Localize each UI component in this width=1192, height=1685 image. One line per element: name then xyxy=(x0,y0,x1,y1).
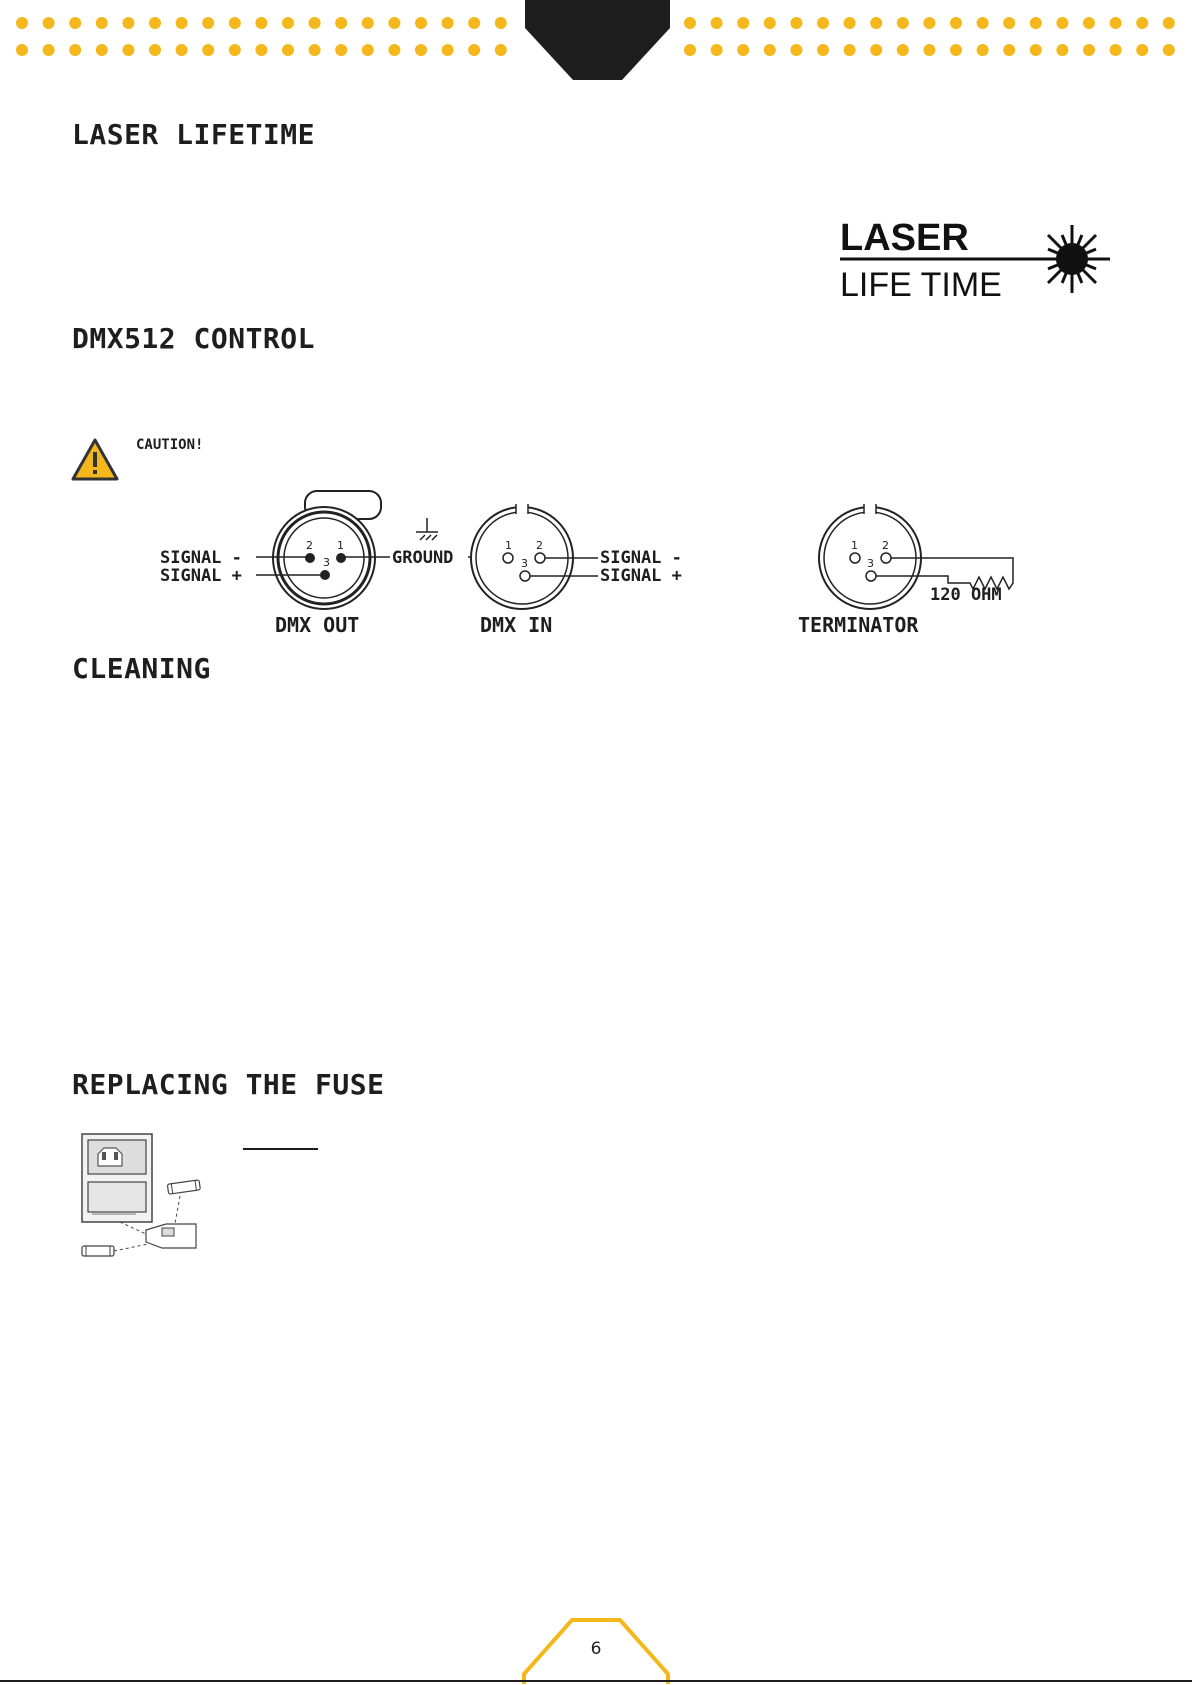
decor-dot xyxy=(255,44,267,56)
decor-dot xyxy=(764,17,776,29)
warning-icon xyxy=(70,437,120,483)
decor-dot xyxy=(43,44,55,56)
burst-ray xyxy=(1081,235,1097,251)
svg-text:1: 1 xyxy=(505,539,512,552)
in-signal-minus-label: SIGNAL - xyxy=(600,548,682,568)
decor-dot xyxy=(415,17,427,29)
decor-dot xyxy=(923,44,935,56)
decor-dot xyxy=(149,44,161,56)
dmx-wiring-diagram xyxy=(150,486,1030,636)
decor-dot xyxy=(1030,17,1042,29)
svg-text:2: 2 xyxy=(882,539,889,552)
decor-dot xyxy=(1003,44,1015,56)
section-title-replacing-the-fuse: REPLACING THE FUSE xyxy=(72,1068,385,1101)
decor-dot xyxy=(282,17,294,29)
dmx-in-connector xyxy=(471,504,573,609)
section-title-cleaning: CLEANING xyxy=(72,652,211,685)
decor-dot xyxy=(122,17,134,29)
decor-dot xyxy=(442,17,454,29)
svg-text:3: 3 xyxy=(323,556,330,569)
decor-dot xyxy=(69,17,81,29)
burst-ray xyxy=(1081,268,1097,284)
decor-dot xyxy=(1136,44,1148,56)
decor-dot xyxy=(1030,44,1042,56)
decor-dot xyxy=(335,44,347,56)
svg-text:2: 2 xyxy=(306,539,313,552)
decor-dot xyxy=(1136,17,1148,29)
decor-dot xyxy=(950,44,962,56)
ground-label: GROUND xyxy=(392,548,454,568)
decor-dot xyxy=(790,44,802,56)
decor-dot xyxy=(684,17,696,29)
decor-dot xyxy=(817,17,829,29)
decor-dot xyxy=(817,44,829,56)
fuse-holder-illustration xyxy=(76,1130,216,1258)
in-signal-plus-label: SIGNAL + xyxy=(600,566,682,586)
svg-text:1: 1 xyxy=(337,539,344,552)
decor-dot xyxy=(255,17,267,29)
ohm-label: 120 OHM xyxy=(930,585,1002,605)
decor-dot xyxy=(737,44,749,56)
footer-rule xyxy=(0,1680,1192,1682)
out-signal-minus-label: SIGNAL - xyxy=(160,548,242,568)
decor-dot xyxy=(870,17,882,29)
decor-dot xyxy=(977,44,989,56)
decor-dot xyxy=(1056,44,1068,56)
out-signal-plus-label: SIGNAL + xyxy=(160,566,242,586)
dot-pattern-left xyxy=(16,17,507,56)
decor-dot xyxy=(16,44,28,56)
decor-dot xyxy=(229,44,241,56)
decor-dot xyxy=(468,44,480,56)
decor-dot xyxy=(202,44,214,56)
decor-dot xyxy=(844,44,856,56)
decor-dot xyxy=(362,44,374,56)
decor-dot xyxy=(977,17,989,29)
decor-dot xyxy=(282,44,294,56)
header-tab xyxy=(525,0,670,80)
dot-pattern-right xyxy=(684,17,1175,56)
ground-symbol-icon xyxy=(416,518,438,540)
decor-dot xyxy=(176,44,188,56)
decor-dot xyxy=(442,44,454,56)
laser-lifetime-logo xyxy=(836,212,1116,304)
svg-text:2: 2 xyxy=(536,539,543,552)
decor-dot xyxy=(309,44,321,56)
decor-dot xyxy=(790,17,802,29)
decor-dot xyxy=(844,17,856,29)
decor-dot xyxy=(122,44,134,56)
decor-dot xyxy=(1110,44,1122,56)
decor-dot xyxy=(737,17,749,29)
terminator-label: TERMINATOR xyxy=(798,613,919,636)
decor-dot xyxy=(16,17,28,29)
decor-dot xyxy=(388,44,400,56)
decor-dot xyxy=(229,17,241,29)
decor-dot xyxy=(1083,17,1095,29)
decor-dot xyxy=(335,17,347,29)
section-title-dmx512-control: DMX512 CONTROL xyxy=(72,322,316,355)
decor-dot xyxy=(923,17,935,29)
decor-dot xyxy=(388,17,400,29)
underline-mark xyxy=(243,1148,318,1150)
decor-dot xyxy=(684,44,696,56)
dmx-out-label: DMX OUT xyxy=(275,613,360,636)
decor-dot xyxy=(495,17,507,29)
burst-ray xyxy=(1048,268,1064,284)
decor-dot xyxy=(96,17,108,29)
decor-dot xyxy=(495,44,507,56)
page-number: 6 xyxy=(590,1639,602,1659)
svg-text:3: 3 xyxy=(521,557,528,570)
decor-dot xyxy=(415,44,427,56)
header-decoration xyxy=(0,0,1192,84)
decor-dot xyxy=(1056,17,1068,29)
decor-dot xyxy=(870,44,882,56)
decor-dot xyxy=(362,17,374,29)
decor-dot xyxy=(711,17,723,29)
section-title-laser-lifetime: LASER LIFETIME xyxy=(72,118,316,151)
decor-dot xyxy=(1110,17,1122,29)
decor-dot xyxy=(1163,44,1175,56)
decor-dot xyxy=(897,17,909,29)
logo-line2: LIFE TIME xyxy=(840,266,1002,304)
decor-dot xyxy=(950,17,962,29)
svg-text:3: 3 xyxy=(867,557,874,570)
decor-dot xyxy=(1163,17,1175,29)
logo-line1: LASER xyxy=(840,217,969,259)
laser-burst-icon xyxy=(1038,225,1106,293)
decor-dot xyxy=(764,44,776,56)
decor-dot xyxy=(202,17,214,29)
svg-text:1: 1 xyxy=(851,539,858,552)
decor-dot xyxy=(69,44,81,56)
decor-dot xyxy=(309,17,321,29)
decor-dot xyxy=(96,44,108,56)
caution-label: CAUTION! xyxy=(136,437,204,453)
terminator-connector xyxy=(819,504,921,609)
dmx-in-label: DMX IN xyxy=(480,613,553,636)
dmx-out-connector xyxy=(273,491,381,609)
decor-dot xyxy=(1003,17,1015,29)
decor-dot xyxy=(43,17,55,29)
decor-dot xyxy=(176,17,188,29)
decor-dot xyxy=(468,17,480,29)
decor-dot xyxy=(897,44,909,56)
burst-ray xyxy=(1048,235,1064,251)
decor-dot xyxy=(149,17,161,29)
decor-dot xyxy=(711,44,723,56)
decor-dot xyxy=(1083,44,1095,56)
